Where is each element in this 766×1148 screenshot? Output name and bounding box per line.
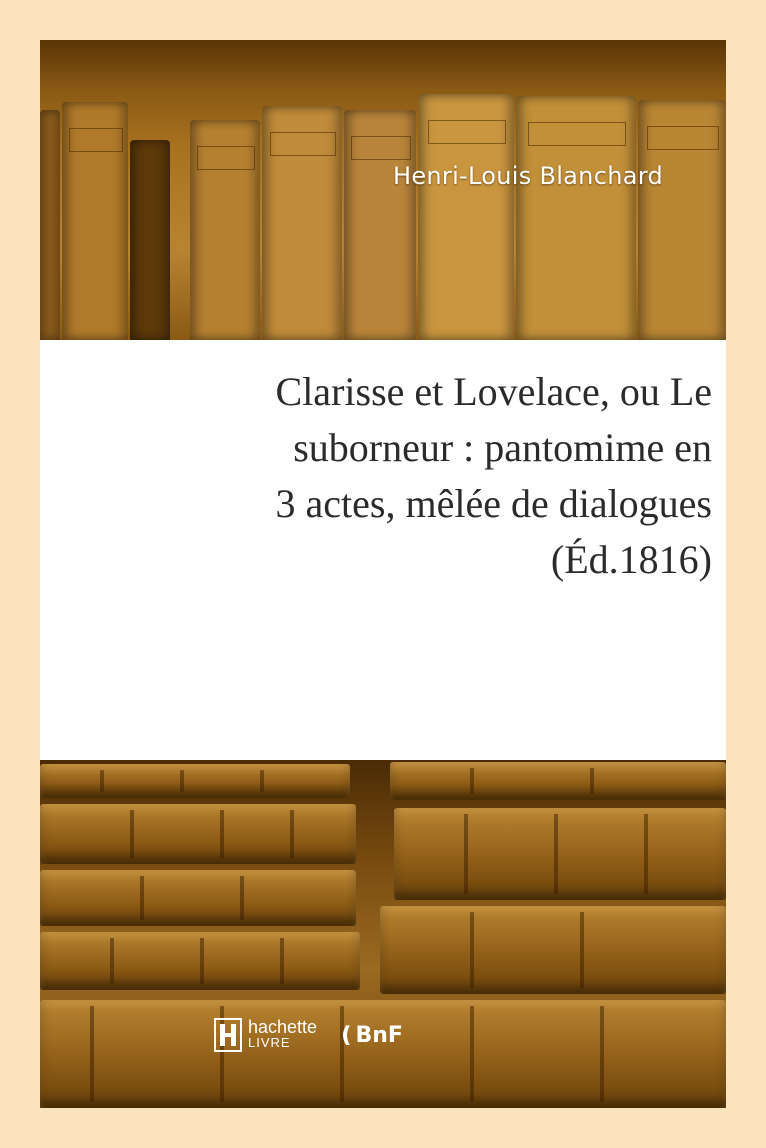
- bnf-logo: ❪BnF: [337, 1022, 403, 1048]
- stacked-book: [40, 764, 350, 798]
- book-spine: [190, 120, 260, 340]
- book-spine: [418, 94, 514, 340]
- title-line: Clarisse et Lovelace, ou Le: [275, 369, 712, 414]
- stacked-book: [380, 906, 726, 994]
- book-cover: [40, 40, 726, 1108]
- shelf-strip: [40, 40, 726, 90]
- stacked-book: [394, 808, 726, 900]
- title-line: 3 actes, mêlée de dialogues: [275, 481, 712, 526]
- hachette-logo: [214, 1018, 317, 1052]
- book-spine: [516, 96, 636, 340]
- hachette-sub: LIVRE: [248, 1035, 291, 1050]
- author-name: Henri-Louis Blanchard: [392, 162, 663, 190]
- title-line: (Éd.1816): [550, 537, 712, 582]
- publisher-logos: [214, 1015, 403, 1055]
- book-spine: [638, 100, 726, 340]
- stacked-book: [390, 762, 726, 800]
- top-photo-band: [40, 40, 726, 340]
- book-spine: [262, 106, 342, 340]
- book-spine: [40, 110, 60, 340]
- book-title: [92, 364, 712, 588]
- title-panel: [40, 340, 726, 760]
- bottom-photo-band: [40, 760, 726, 1108]
- title-line: suborneur : pantomime en: [293, 425, 712, 470]
- book-spine: [344, 110, 416, 340]
- hachette-mark-icon: [214, 1018, 242, 1052]
- stacked-book: [40, 932, 360, 990]
- book-spine: [62, 102, 128, 340]
- stacked-book: [40, 804, 356, 864]
- stacked-book: [40, 870, 356, 926]
- hachette-word: hachette: [248, 1017, 318, 1037]
